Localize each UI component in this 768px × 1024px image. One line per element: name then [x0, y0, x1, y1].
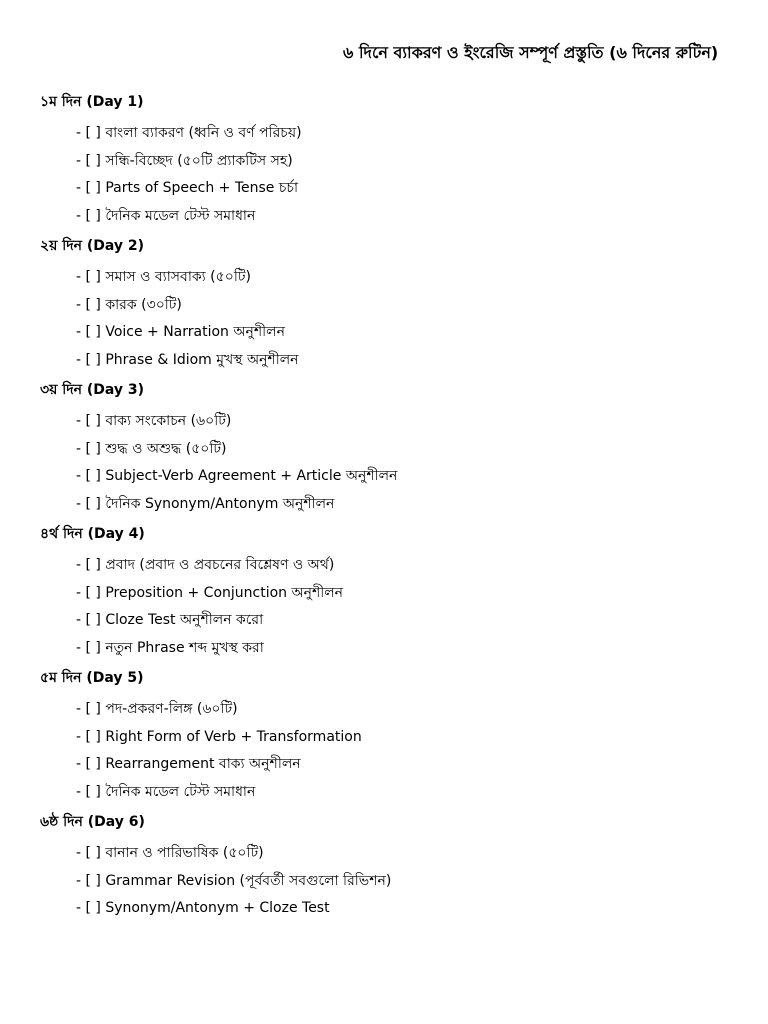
task-item: - [ ] বানান ও পারিভাষিক (৫০টি)	[76, 845, 264, 861]
day-1-task-list	[40, 124, 760, 234]
task-item: - [ ] কারক (৩০টি)	[76, 296, 182, 313]
task-item: - [ ] বাংলা ব্যাকরণ (ধ্বনি ও বর্ণ পরিচয়)	[76, 125, 302, 141]
task-item: - [ ] Right Form of Verb + Transformation	[76, 728, 362, 745]
task-item: - [ ] Parts of Speech + Tense চর্চা	[76, 180, 299, 196]
day-5-heading: ৫ম দিন (Day 5)	[40, 670, 144, 686]
day-6-heading: ৬ষ্ঠ দিন (Day 6)	[40, 814, 145, 830]
day-2-heading: ২য় দিন (Day 2)	[40, 238, 144, 254]
task-item: - [ ] Phrase & Idiom মুখস্থ অনুশীলন	[76, 351, 299, 368]
task-item: - [ ] Subject-Verb Agreement + Article অনুশীলন	[76, 468, 398, 484]
task-item: - [ ] দৈনিক Synonym/Antonym অনুশীলন	[76, 495, 335, 512]
document-title: ৬ দিনে ব্যাকরণ ও ইংরেজি সম্পূর্ণ প্রস্তুতি (৬ দিনের রুটিন)	[343, 43, 719, 62]
day-5-task-list	[40, 700, 760, 810]
task-item: - [ ] শুদ্ধ ও অশুদ্ধ (৫০টি)	[76, 440, 227, 457]
day-1-heading: ১ম দিন (Day 1)	[40, 94, 144, 110]
routine-content	[40, 93, 760, 927]
task-item: - [ ] Preposition + Conjunction অনুশীলন	[76, 584, 344, 601]
task-item: - [ ] Synonym/Antonym + Cloze Test	[76, 900, 330, 916]
task-item: - [ ] Voice + Narration অনুশীলন	[76, 324, 285, 340]
day-2-task-list	[40, 268, 760, 378]
day-6-task-list	[40, 844, 760, 927]
task-item: - [ ] প্রবাদ (প্রবাদ ও প্রবচনের বিশ্লেষণ ও অর্থ)	[76, 557, 335, 573]
task-item: - [ ] সন্ধি-বিচ্ছেদ (৫০টি প্র্যাকটিস সহ)	[76, 152, 293, 169]
task-item: - [ ] দৈনিক মডেল টেস্ট সমাধান	[76, 207, 256, 224]
task-item: - [ ] Cloze Test অনুশীলন করো	[76, 612, 264, 628]
day-3-heading: ৩য় দিন (Day 3)	[40, 382, 144, 398]
day-4-heading: ৪র্থ দিন (Day 4)	[40, 526, 145, 542]
day-4-task-list	[40, 556, 760, 666]
day-3-task-list	[40, 412, 760, 522]
task-item: - [ ] Rearrangement বাক্য অনুশীলন	[76, 756, 301, 772]
task-item: - [ ] দৈনিক মডেল টেস্ট সমাধান	[76, 783, 256, 800]
task-item: - [ ] বাক্য সংকোচন (৬০টি)	[76, 413, 232, 429]
task-item: - [ ] Grammar Revision (পূর্ববর্তী সবগুলো রিভিশন)	[76, 872, 392, 889]
task-item: - [ ] সমাস ও ব্যাসবাক্য (৫০টি)	[76, 269, 251, 285]
task-item: - [ ] নতুন Phrase শব্দ মুখস্থ করা	[76, 639, 264, 656]
task-item: - [ ] পদ-প্রকরণ-লিঙ্গ (৬০টি)	[76, 701, 238, 717]
